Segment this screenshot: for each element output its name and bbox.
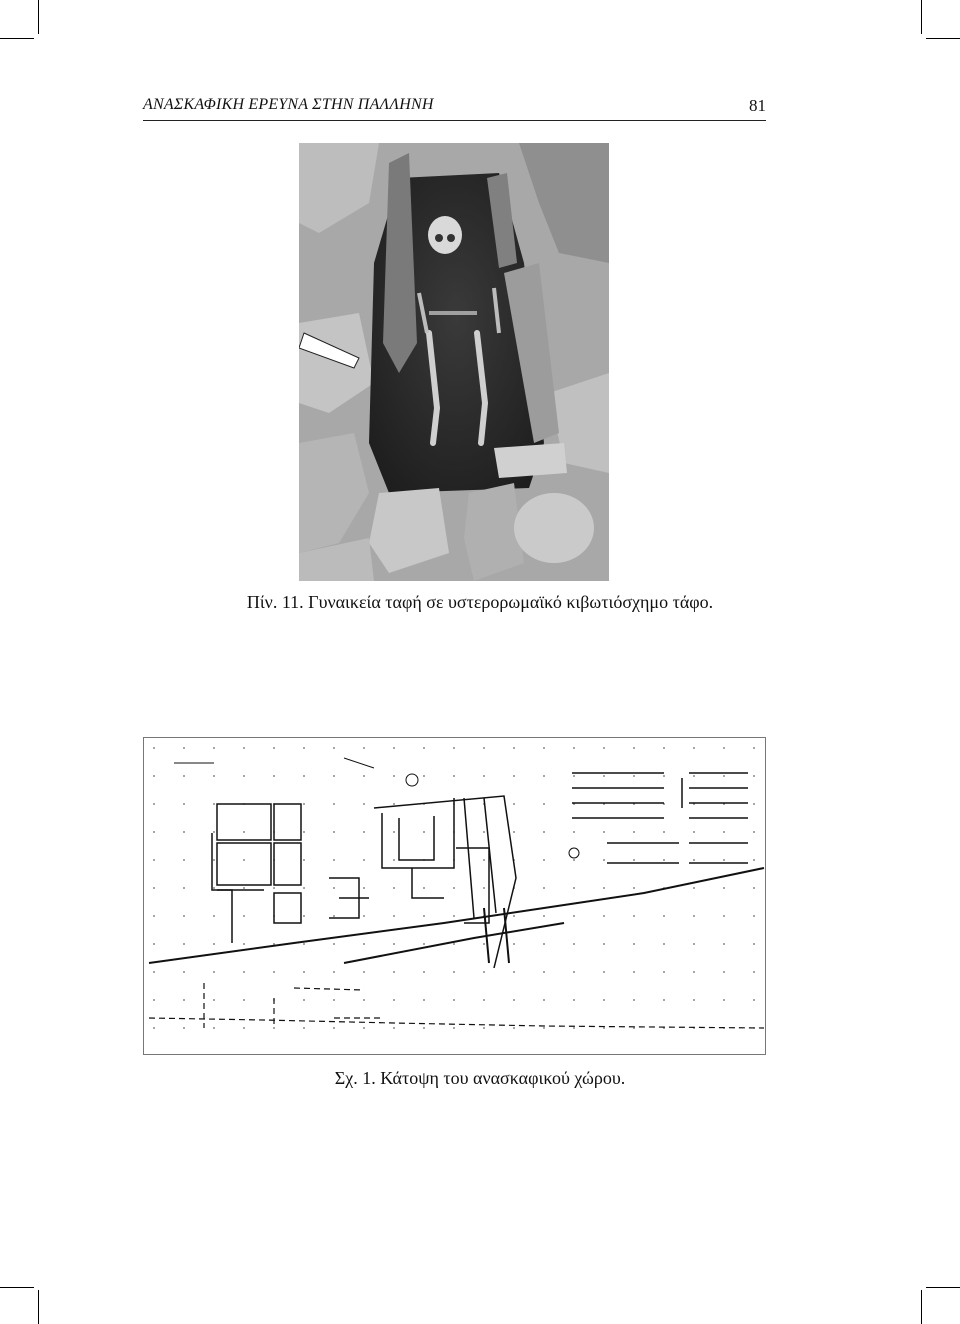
grid-dot — [213, 803, 215, 805]
grid-dot — [513, 915, 515, 917]
grid-dot — [333, 1027, 335, 1029]
crop-mark — [926, 1287, 960, 1288]
grid-dot — [393, 1027, 395, 1029]
grid-dot — [573, 943, 575, 945]
grid-dot — [363, 971, 365, 973]
grid-dot — [183, 887, 185, 889]
grid-dot — [333, 859, 335, 861]
grid-dot — [633, 915, 635, 917]
grid-dot — [753, 803, 755, 805]
grid-dot — [603, 915, 605, 917]
grid-dot — [603, 1027, 605, 1029]
grid-dot — [393, 831, 395, 833]
grid-dot — [333, 999, 335, 1001]
grid-dot — [483, 999, 485, 1001]
grid-dot — [183, 803, 185, 805]
grid-dot — [693, 859, 695, 861]
grid-dot — [333, 915, 335, 917]
grid-dot — [393, 943, 395, 945]
grid-dot — [483, 971, 485, 973]
grid-dot — [243, 999, 245, 1001]
grid-dot — [393, 859, 395, 861]
grid-dot — [303, 1027, 305, 1029]
grid-dot — [543, 803, 545, 805]
grid-dot — [333, 803, 335, 805]
grid-dot — [153, 859, 155, 861]
grid-dot — [483, 887, 485, 889]
grid-dot — [363, 943, 365, 945]
grid-dot — [723, 887, 725, 889]
grid-dot — [273, 887, 275, 889]
grid-dot — [543, 775, 545, 777]
grid-dot — [573, 887, 575, 889]
plan-walls — [212, 773, 748, 968]
grid-dot — [333, 747, 335, 749]
grid-dot — [213, 775, 215, 777]
grid-dot — [243, 775, 245, 777]
grid-dot — [183, 999, 185, 1001]
grid-dot — [543, 887, 545, 889]
grid-dot — [213, 831, 215, 833]
grid-dot — [183, 775, 185, 777]
crop-mark — [0, 38, 34, 39]
grid-dot — [573, 859, 575, 861]
grid-dot — [273, 971, 275, 973]
grave-photograph — [299, 143, 609, 581]
grid-dot — [453, 775, 455, 777]
grid-dot — [573, 775, 575, 777]
grid-dot — [693, 747, 695, 749]
grid-dot — [753, 999, 755, 1001]
grid-dot — [183, 1027, 185, 1029]
grid-dot — [693, 915, 695, 917]
grid-dot — [243, 747, 245, 749]
grid-dot — [483, 859, 485, 861]
grid-dot — [153, 831, 155, 833]
grid-dot — [603, 831, 605, 833]
grid-dot — [213, 747, 215, 749]
grid-dot — [633, 943, 635, 945]
grid-dot — [633, 859, 635, 861]
grid-dot — [543, 971, 545, 973]
grid-dot — [753, 747, 755, 749]
grid-dot — [663, 971, 665, 973]
grid-dot — [483, 943, 485, 945]
grid-dot — [453, 999, 455, 1001]
grid-dot — [543, 943, 545, 945]
grid-dot — [663, 775, 665, 777]
grid-dot — [663, 859, 665, 861]
grid-dot — [543, 859, 545, 861]
grid-dot — [723, 943, 725, 945]
grid-dot — [723, 859, 725, 861]
grid-dot — [603, 775, 605, 777]
grid-dot — [543, 915, 545, 917]
grid-dot — [213, 1027, 215, 1029]
grid-dot — [633, 999, 635, 1001]
grid-dot — [423, 747, 425, 749]
grid-dot — [753, 859, 755, 861]
grid-dot — [213, 887, 215, 889]
grid-dot — [753, 915, 755, 917]
grid-dot — [363, 747, 365, 749]
grid-dot — [333, 887, 335, 889]
grid-dot — [663, 943, 665, 945]
grid-dot — [483, 747, 485, 749]
grid-dot — [453, 747, 455, 749]
grid-dot — [603, 971, 605, 973]
grid-dot — [213, 915, 215, 917]
grid-dot — [363, 859, 365, 861]
plate-caption: Πίν. 11. Γυναικεία ταφή σε υστερορωμαϊκό κιβωτιόσχημο τάφο. — [246, 592, 714, 612]
grid-dot — [693, 831, 695, 833]
grid-dot — [183, 747, 185, 749]
grid-dot — [753, 831, 755, 833]
grid-dot — [363, 775, 365, 777]
grid-dot — [663, 999, 665, 1001]
grid-dot — [153, 747, 155, 749]
grid-dot — [273, 943, 275, 945]
grid-dot — [363, 887, 365, 889]
grid-dot — [153, 775, 155, 777]
grid-dot — [303, 971, 305, 973]
grid-dot — [213, 943, 215, 945]
grid-dot — [393, 775, 395, 777]
grid-dot — [333, 831, 335, 833]
grid-dot — [543, 831, 545, 833]
grid-dot — [393, 747, 395, 749]
page-number: 81 — [749, 96, 766, 115]
grid-dot — [393, 803, 395, 805]
running-head — [143, 96, 766, 121]
grid-dot — [513, 747, 515, 749]
grid-dot — [423, 887, 425, 889]
grid-dot — [183, 943, 185, 945]
grid-dot — [513, 999, 515, 1001]
grid-dot — [333, 775, 335, 777]
grid-dot — [663, 915, 665, 917]
grid-dot — [693, 971, 695, 973]
grid-dot — [213, 859, 215, 861]
grid-dot — [153, 943, 155, 945]
grid-dot — [363, 999, 365, 1001]
grid-dot — [513, 803, 515, 805]
grid-dot — [633, 971, 635, 973]
grid-dot — [423, 971, 425, 973]
grid-dot — [753, 887, 755, 889]
grid-dot — [213, 971, 215, 973]
grid-dot — [663, 831, 665, 833]
grid-dot — [153, 915, 155, 917]
grid-dot — [423, 775, 425, 777]
grid-dot — [243, 1027, 245, 1029]
grid-dot — [543, 1027, 545, 1029]
grid-dot — [573, 1027, 575, 1029]
crop-mark — [921, 0, 922, 34]
crop-mark — [38, 1290, 39, 1324]
grid-dot — [273, 747, 275, 749]
grid-dot — [663, 747, 665, 749]
grid-dot — [753, 971, 755, 973]
grid-dot — [243, 831, 245, 833]
grid-dot — [693, 943, 695, 945]
grid-dot — [723, 775, 725, 777]
grid-dot — [243, 859, 245, 861]
grid-dot — [183, 971, 185, 973]
grid-dot — [153, 1027, 155, 1029]
grid-dot — [183, 915, 185, 917]
grid-dot — [573, 971, 575, 973]
grid-dot — [633, 747, 635, 749]
grid-dot — [393, 999, 395, 1001]
plan-lower-traces — [149, 983, 764, 1028]
grid-dot — [453, 971, 455, 973]
grid-dot — [453, 915, 455, 917]
grid-dot — [693, 887, 695, 889]
grid-dot — [723, 915, 725, 917]
grid-dot — [483, 1027, 485, 1029]
grid-dot — [393, 915, 395, 917]
crop-mark — [921, 1290, 922, 1324]
grid-dot — [423, 1027, 425, 1029]
grid-dot — [513, 971, 515, 973]
grid-dot — [423, 943, 425, 945]
grid-dot — [513, 775, 515, 777]
site-plan-drawing — [144, 738, 765, 1054]
grid-dot — [243, 915, 245, 917]
grid-dot — [453, 1027, 455, 1029]
grid-dot — [393, 971, 395, 973]
grid-dot — [513, 831, 515, 833]
grid-dot — [333, 943, 335, 945]
grid-dot — [573, 999, 575, 1001]
grid-dot — [753, 943, 755, 945]
crop-mark — [38, 0, 39, 34]
grid-dot — [333, 971, 335, 973]
grid-dot — [363, 803, 365, 805]
grid-dot — [513, 1027, 515, 1029]
grid-dot — [153, 999, 155, 1001]
grid-dot — [603, 943, 605, 945]
grid-dot — [363, 831, 365, 833]
running-title: ΑΝΑΣΚΑΦΙΚΗ ΕΡΕΥΝΑ ΣΤΗΝ ΠΑΛΛΗΝΗ — [143, 96, 434, 113]
grid-dot — [483, 775, 485, 777]
grid-dot — [723, 831, 725, 833]
grid-dot — [633, 831, 635, 833]
grid-dot — [243, 887, 245, 889]
grid-dot — [423, 999, 425, 1001]
grid-dot — [393, 887, 395, 889]
grid-dot — [183, 831, 185, 833]
grid-dot — [723, 747, 725, 749]
grid-dot — [153, 803, 155, 805]
grid-dot — [153, 971, 155, 973]
plan-road — [149, 868, 764, 963]
grid-dot — [303, 747, 305, 749]
grid-dot — [603, 887, 605, 889]
grid-dot — [723, 971, 725, 973]
grid-dot — [633, 775, 635, 777]
grid-dot — [453, 887, 455, 889]
grid-dot — [723, 999, 725, 1001]
grid-dot — [693, 999, 695, 1001]
grid-dot — [633, 887, 635, 889]
grid-dot — [513, 943, 515, 945]
grid-dot — [693, 775, 695, 777]
grid-dot — [603, 747, 605, 749]
plan-caption: Σχ. 1. Κάτοψη του ανασκαφικού χώρου. — [334, 1068, 626, 1088]
grid-dot — [543, 747, 545, 749]
grid-dot — [303, 859, 305, 861]
grid-dot — [573, 915, 575, 917]
grid-dot — [303, 775, 305, 777]
grid-dot — [303, 803, 305, 805]
grid-dot — [573, 747, 575, 749]
grid-dot — [753, 775, 755, 777]
grave-photo-illustration — [299, 143, 609, 581]
grid-dot — [303, 831, 305, 833]
grid-dot — [603, 859, 605, 861]
grid-dot — [423, 915, 425, 917]
grid-dot — [483, 831, 485, 833]
crop-mark — [926, 38, 960, 39]
grid-dot — [543, 999, 545, 1001]
grid-dot — [153, 887, 155, 889]
grid-dot — [603, 999, 605, 1001]
site-plan — [143, 737, 766, 1055]
grid-dot — [213, 999, 215, 1001]
grid-dot — [273, 775, 275, 777]
grid-dot — [243, 943, 245, 945]
grid-dot — [453, 943, 455, 945]
grid-dot — [273, 1027, 275, 1029]
grid-dot — [363, 915, 365, 917]
grid-dot — [303, 915, 305, 917]
grid-dot — [183, 859, 185, 861]
grid-dot — [363, 1027, 365, 1029]
grid-dot — [423, 831, 425, 833]
crop-mark — [0, 1287, 34, 1288]
grid-dot — [243, 971, 245, 973]
grid-dot — [303, 887, 305, 889]
grid-dot — [303, 999, 305, 1001]
grid-dot — [573, 831, 575, 833]
grid-dot — [303, 943, 305, 945]
